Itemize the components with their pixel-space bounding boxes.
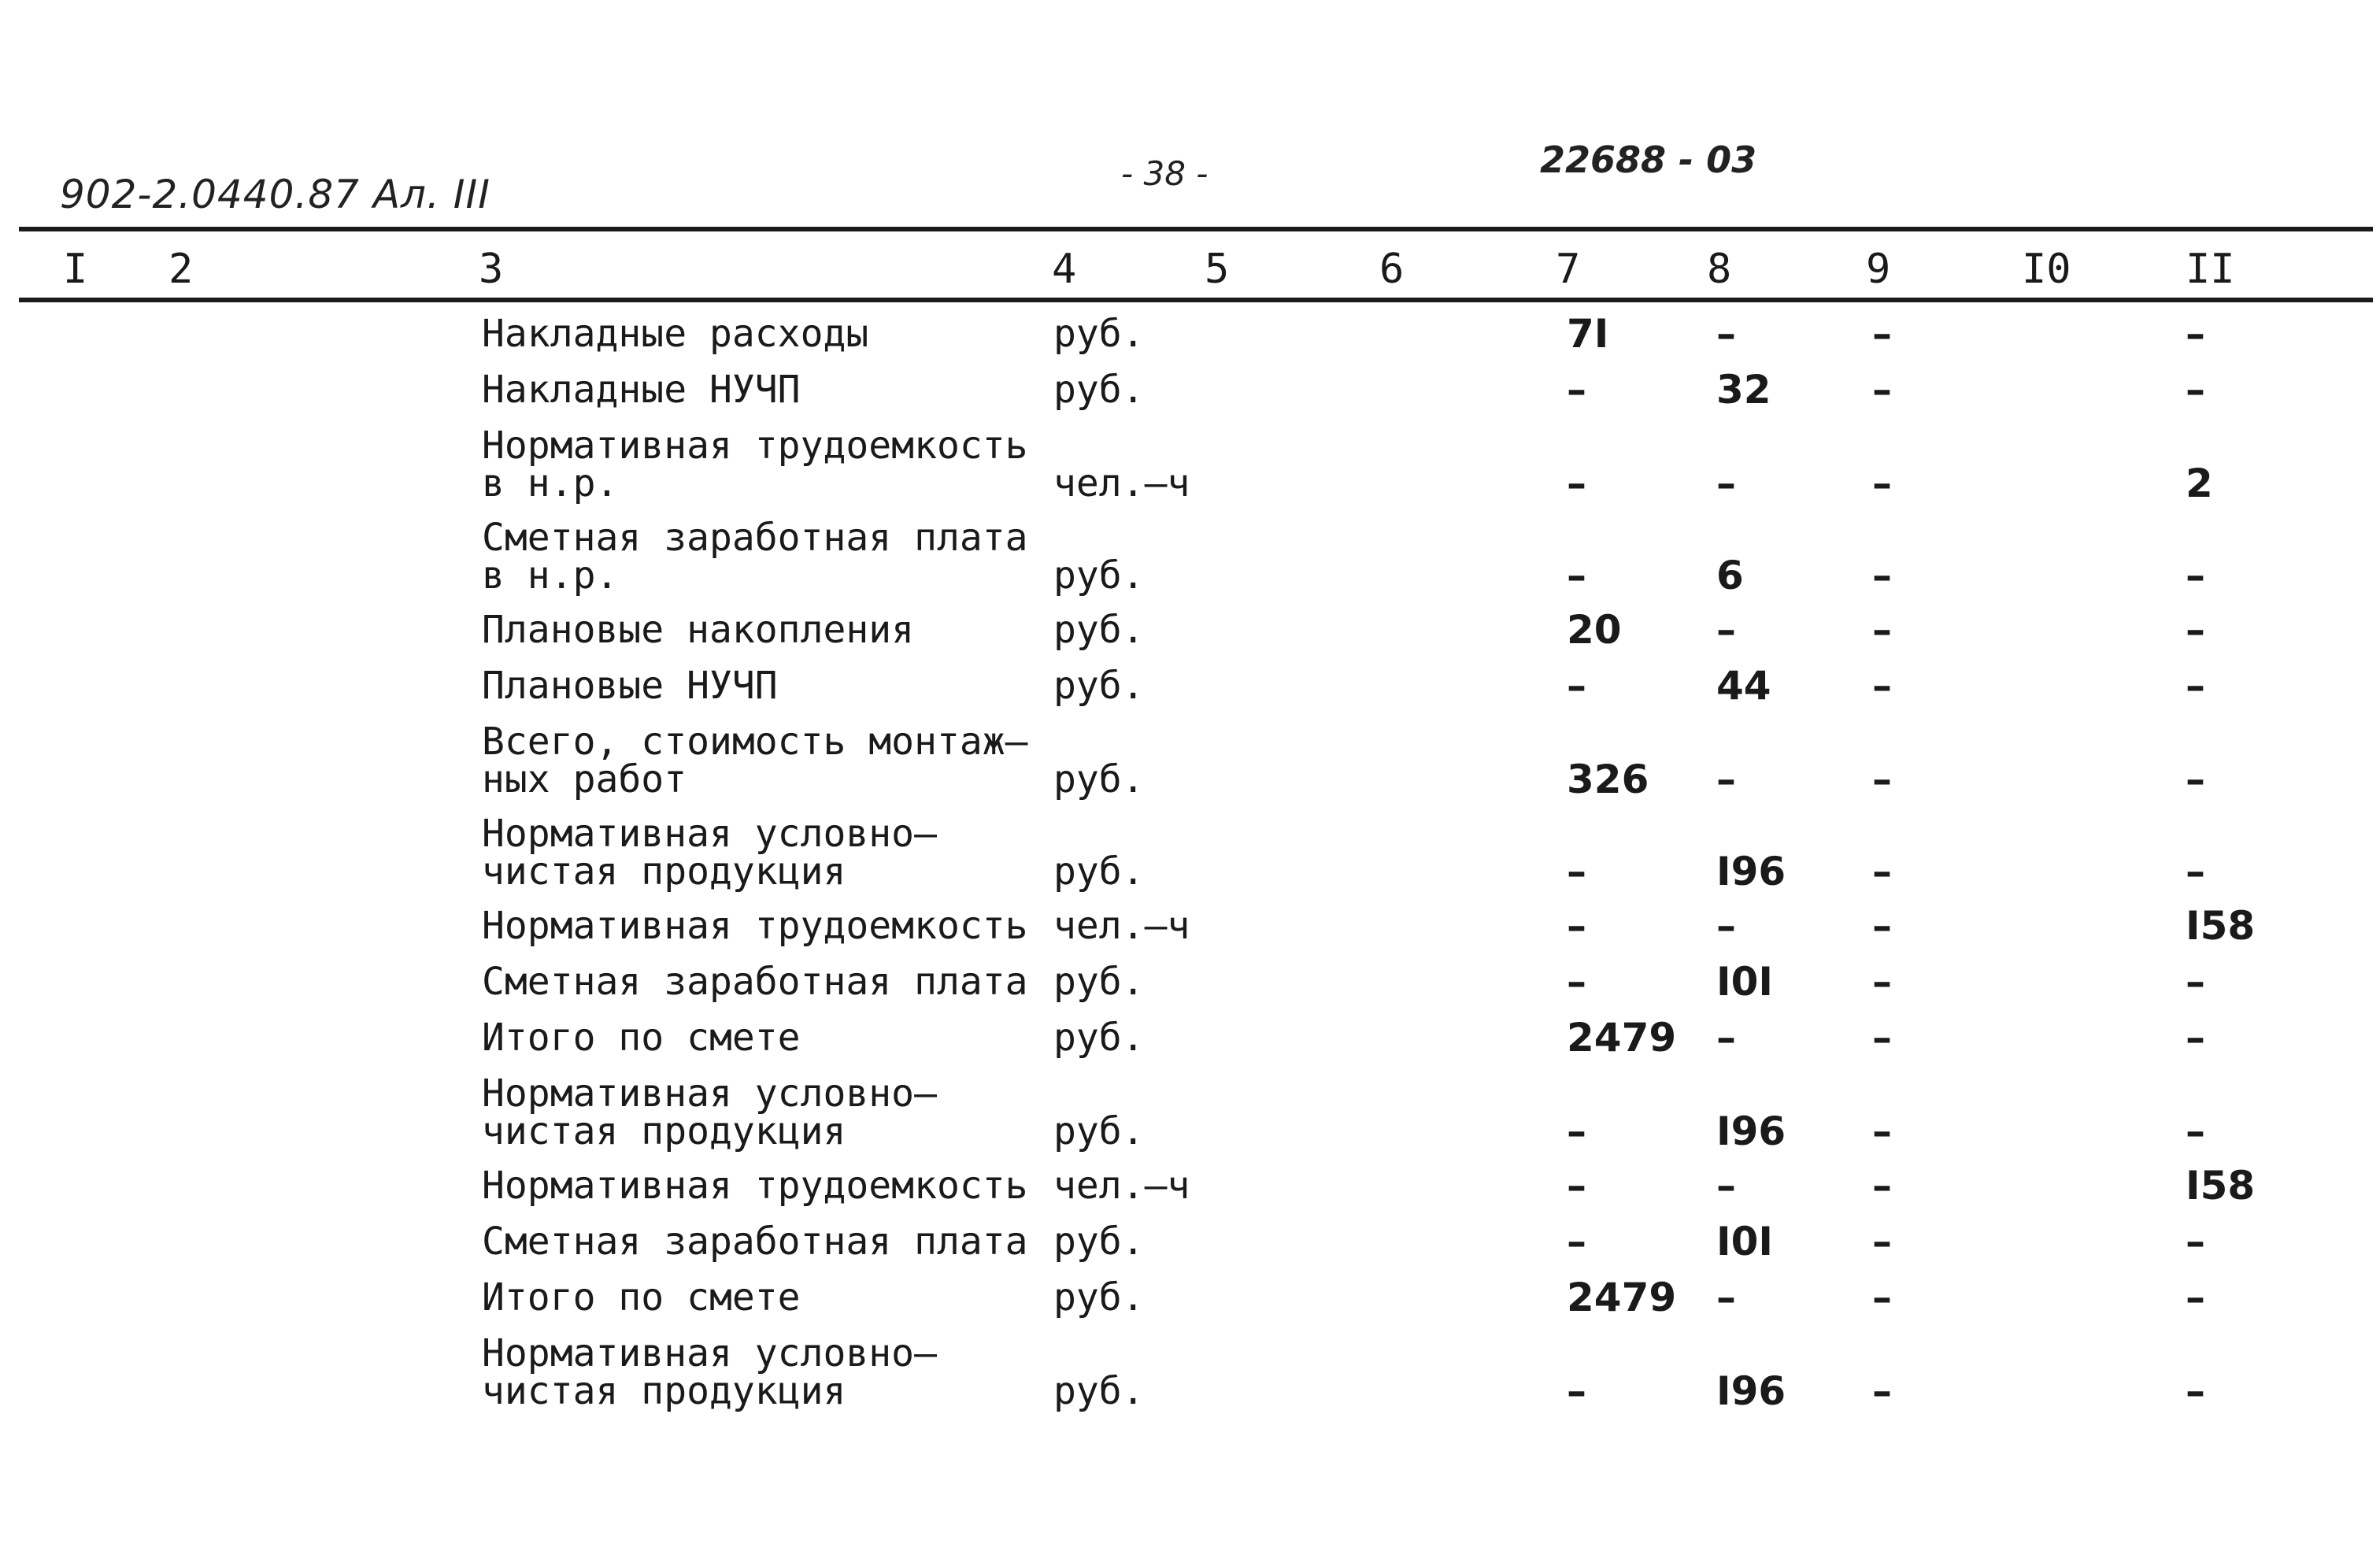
row-value-col7: –	[1567, 1109, 1586, 1154]
row-value-col11: –	[2186, 663, 2205, 709]
row-value-col11: –	[2186, 311, 2205, 357]
row-description	[482, 960, 1033, 1004]
row-description-line: Нормативная условно–	[482, 812, 937, 856]
row-value-col8: –	[1716, 1163, 1736, 1209]
row-value-col8: –	[1716, 461, 1736, 506]
row-description	[482, 664, 1033, 708]
row-value-col7: –	[1567, 903, 1586, 949]
row-value-col9: –	[1872, 1275, 1892, 1320]
row-description	[482, 312, 1033, 356]
row-value-col9: –	[1872, 1163, 1892, 1209]
row-description-line: Накладные НУЧП	[482, 368, 801, 412]
row-unit: руб.	[1053, 1109, 1145, 1153]
row-value-col8: –	[1716, 757, 1736, 802]
row-description-line: чистая продукция	[482, 1109, 846, 1153]
row-value-col9: –	[1872, 663, 1892, 709]
row-value-col7: –	[1567, 663, 1586, 709]
row-value-col7: 2479	[1567, 1275, 1677, 1320]
row-value-col9: –	[1872, 367, 1892, 413]
row-value-col7: –	[1567, 1219, 1586, 1264]
row-value-col8: I96	[1716, 1109, 1786, 1154]
row-value-col11: –	[2186, 553, 2205, 598]
row-value-col9: –	[1872, 1109, 1892, 1154]
row-value-col9: –	[1872, 903, 1892, 949]
row-description	[482, 812, 1033, 894]
row-value-col11: I58	[2186, 1163, 2256, 1209]
document-code: 902-2.0440.87 Ал. III	[60, 172, 491, 217]
row-value-col7: 326	[1567, 757, 1649, 802]
row-value-col8: –	[1716, 607, 1736, 653]
row-value-col9: –	[1872, 553, 1892, 598]
row-value-col8: –	[1716, 1015, 1736, 1060]
row-value-col7: –	[1567, 1368, 1586, 1414]
row-description	[482, 368, 1033, 412]
row-description	[482, 1331, 1033, 1413]
row-value-col11: –	[2186, 1368, 2205, 1414]
row-description-line: Нормативная условно–	[482, 1072, 937, 1116]
row-unit: руб.	[1053, 368, 1145, 412]
row-description	[482, 1164, 1033, 1208]
row-unit: руб.	[1053, 312, 1145, 356]
row-value-col7: 20	[1567, 607, 1622, 653]
row-value-col9: –	[1872, 461, 1892, 506]
row-value-col9: –	[1872, 311, 1892, 357]
row-description-line: в н.р.	[482, 553, 619, 598]
row-unit: чел.–ч	[1053, 461, 1190, 505]
row-value-col8: I0I	[1716, 1219, 1773, 1264]
row-value-col11: –	[2186, 1109, 2205, 1154]
row-description-line: чистая продукция	[482, 849, 846, 894]
row-description-line: Накладные расходы	[482, 312, 869, 356]
row-unit: руб.	[1053, 553, 1145, 598]
header-rule-top	[19, 227, 2373, 231]
row-value-col11: –	[2186, 1219, 2205, 1264]
row-description-line: чистая продукция	[482, 1369, 846, 1413]
row-description-line: Сметная заработная плата	[482, 1220, 1028, 1264]
row-value-col9: –	[1872, 849, 1892, 894]
row-value-col8: 6	[1716, 553, 1744, 598]
row-unit: руб.	[1053, 1016, 1145, 1060]
row-description	[482, 1072, 1033, 1153]
row-description-line: Плановые НУЧП	[482, 664, 778, 708]
page-number: - 38 -	[1121, 154, 1209, 193]
row-value-col7: –	[1567, 959, 1586, 1005]
row-description-line: Нормативная трудоемкость	[482, 424, 1028, 468]
row-value-col8: I0I	[1716, 959, 1773, 1005]
column-number-10: I0	[2022, 246, 2071, 293]
row-value-col7: –	[1567, 849, 1586, 894]
row-unit: руб.	[1053, 960, 1145, 1004]
column-number-8: 8	[1707, 246, 1732, 293]
row-unit: руб.	[1053, 757, 1145, 801]
column-number-7: 7	[1556, 246, 1581, 293]
row-value-col11: –	[2186, 607, 2205, 653]
row-unit: чел.–ч	[1053, 1164, 1190, 1208]
row-description-line: ных работ	[482, 757, 687, 801]
row-value-col8: –	[1716, 1275, 1736, 1320]
column-number-5: 5	[1205, 246, 1230, 293]
row-description	[482, 608, 1033, 652]
row-description-line: Плановые накопления	[482, 608, 915, 652]
row-value-col7: –	[1567, 461, 1586, 506]
row-value-col7: –	[1567, 553, 1586, 598]
row-value-col9: –	[1872, 607, 1892, 653]
column-number-1: I	[63, 246, 88, 293]
row-description-line: Всего, стоимость монтаж–	[482, 720, 1028, 764]
row-value-col8: 44	[1716, 663, 1771, 709]
row-value-col8: I96	[1716, 1368, 1786, 1414]
row-description-line: Сметная заработная плата	[482, 960, 1028, 1004]
row-unit: руб.	[1053, 1275, 1145, 1320]
estimate-table-body	[0, 311, 2380, 1457]
row-description	[482, 1275, 1033, 1320]
row-value-col11: –	[2186, 959, 2205, 1005]
row-description-line: Нормативная трудоемкость	[482, 1164, 1028, 1208]
row-value-col9: –	[1872, 1219, 1892, 1264]
column-number-2: 2	[168, 246, 194, 293]
header-rule-bottom	[19, 298, 2373, 302]
row-description-line: Итого по смете	[482, 1275, 801, 1320]
row-value-col7: –	[1567, 367, 1586, 413]
row-description-line: Сметная заработная плата	[482, 516, 1028, 560]
row-value-col11: –	[2186, 757, 2205, 802]
document-number: 22688 - 03	[1540, 139, 1757, 181]
column-number-6: 6	[1379, 246, 1405, 293]
column-number-4: 4	[1052, 246, 1077, 293]
row-value-col7: 2479	[1567, 1015, 1677, 1060]
row-value-col7: –	[1567, 1163, 1586, 1209]
row-unit: руб.	[1053, 608, 1145, 652]
row-value-col11: 2	[2186, 461, 2213, 506]
row-value-col11: –	[2186, 1015, 2205, 1060]
row-value-col11: –	[2186, 1275, 2205, 1320]
row-unit: руб.	[1053, 1369, 1145, 1413]
row-value-col7: 7I	[1567, 311, 1609, 357]
row-unit: руб.	[1053, 849, 1145, 894]
row-description	[482, 1220, 1033, 1264]
row-value-col8: I96	[1716, 849, 1786, 894]
column-number-9: 9	[1866, 246, 1891, 293]
row-description-line: в н.р.	[482, 461, 619, 505]
row-value-col8: –	[1716, 903, 1736, 949]
column-number-11: II	[2186, 246, 2235, 293]
column-number-3: 3	[479, 246, 504, 293]
row-description-line: Нормативная условно–	[482, 1331, 937, 1375]
row-description-line: Итого по смете	[482, 1016, 801, 1060]
row-description	[482, 424, 1033, 505]
row-unit: руб.	[1053, 1220, 1145, 1264]
row-value-col9: –	[1872, 959, 1892, 1005]
row-description	[482, 720, 1033, 801]
row-unit: чел.–ч	[1053, 904, 1190, 948]
row-value-col11: I58	[2186, 903, 2256, 949]
row-value-col9: –	[1872, 757, 1892, 802]
row-value-col9: –	[1872, 1015, 1892, 1060]
row-value-col11: –	[2186, 367, 2205, 413]
row-value-col11: –	[2186, 849, 2205, 894]
row-description	[482, 516, 1033, 598]
row-description-line: Нормативная трудоемкость	[482, 904, 1028, 948]
row-value-col8: 32	[1716, 367, 1771, 413]
row-description	[482, 904, 1033, 948]
row-unit: руб.	[1053, 664, 1145, 708]
row-description	[482, 1016, 1033, 1060]
row-value-col9: –	[1872, 1368, 1892, 1414]
row-value-col8: –	[1716, 311, 1736, 357]
